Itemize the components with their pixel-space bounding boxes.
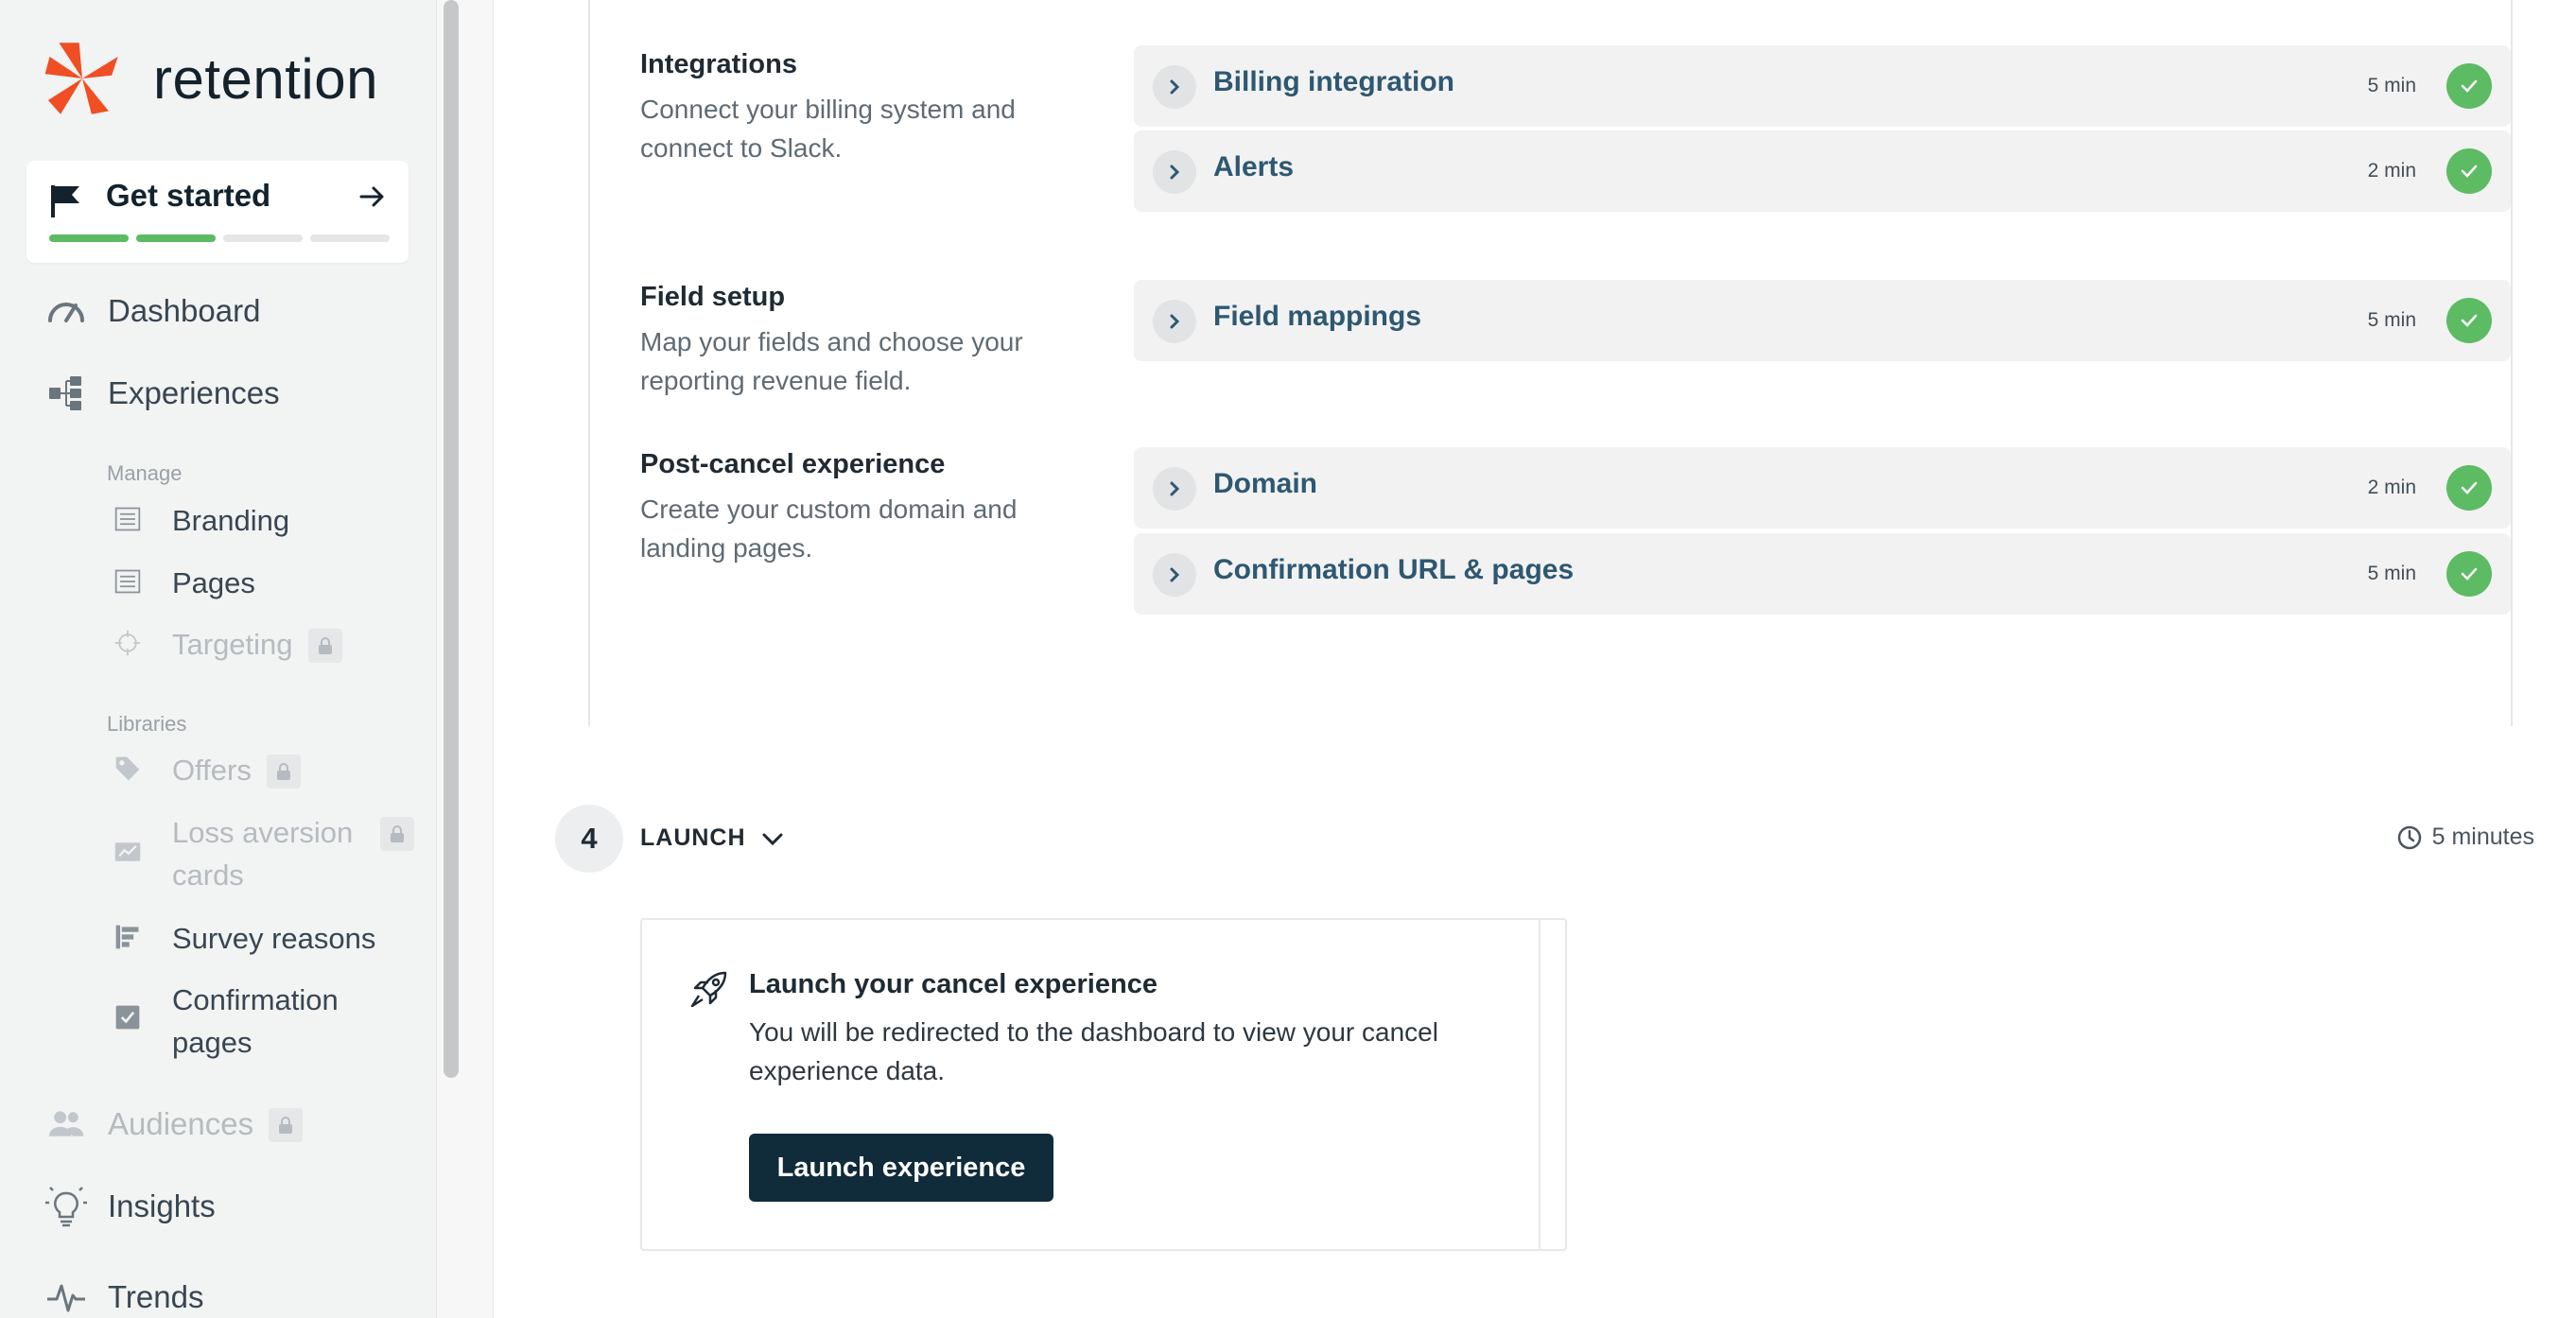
timeline-line <box>588 0 590 726</box>
sidebar-item-loss-aversion-label: Loss aversion cards <box>172 816 354 892</box>
task-label: Domain <box>1213 468 1318 499</box>
group-desc-field-setup: Map your fields and choose your reporting revenue field. <box>640 327 1023 395</box>
group-title-field-setup: Field setup <box>640 282 786 312</box>
sidebar-item-loss-aversion-cards <box>112 811 414 896</box>
sidebar-scrollbar-thumb[interactable] <box>444 0 459 1078</box>
sidebar-item-targeting-label: Targeting <box>172 628 293 661</box>
checkbox-doc-icon <box>112 1001 144 1033</box>
document-icon <box>112 565 144 598</box>
progress-segment-1 <box>49 234 129 242</box>
step-number-badge: 4 <box>555 805 623 873</box>
chevron-right-icon[interactable] <box>1153 65 1196 109</box>
get-started-progress <box>49 234 390 242</box>
sidebar-item-survey-reasons[interactable] <box>112 917 375 960</box>
task-field-mappings[interactable] <box>1134 280 2511 361</box>
step-duration-label: 5 minutes <box>2431 824 2534 850</box>
get-started-label: Get started <box>106 178 271 213</box>
task-label: Confirmation URL & pages <box>1213 554 1575 585</box>
content-divider <box>2511 0 2513 726</box>
step-duration <box>2396 824 2534 851</box>
group-title-integrations: Integrations <box>640 49 797 79</box>
lock-icon <box>267 754 301 789</box>
launch-card-title: Launch your cancel experience <box>749 969 1157 999</box>
chevron-right-icon[interactable] <box>1153 150 1196 194</box>
group-title-post-cancel: Post-cancel experience <box>640 449 946 479</box>
crosshair-icon <box>112 627 144 659</box>
progress-segment-3 <box>223 234 303 242</box>
nav-experiences-label: Experiences <box>108 375 280 410</box>
lock-icon <box>269 1108 303 1142</box>
manage-section-label: Manage <box>107 461 183 485</box>
step-launch-toggle[interactable] <box>640 824 786 852</box>
check-icon <box>2446 551 2492 597</box>
task-time: 2 min <box>2367 160 2416 182</box>
check-icon <box>2446 148 2492 194</box>
hierarchy-icon <box>45 373 87 414</box>
arrow-right-icon <box>357 182 388 212</box>
sidebar-item-confirmation-pages-label: Confirmation pages <box>172 983 339 1059</box>
task-time: 5 min <box>2367 75 2416 96</box>
clock-icon <box>2396 824 2423 851</box>
task-domain[interactable] <box>1134 447 2511 529</box>
retention-logo-icon <box>44 40 121 117</box>
get-started-card[interactable] <box>26 161 409 263</box>
group-desc-post-cancel: Create your custom domain and landing pages. <box>640 494 1018 563</box>
task-label: Billing integration <box>1213 66 1454 97</box>
nav-trends[interactable] <box>45 1276 203 1318</box>
task-label: Alerts <box>1213 151 1295 182</box>
check-icon <box>2446 465 2492 511</box>
app-name: retention <box>153 46 378 111</box>
group-desc-integrations: Connect your billing system and connect to Slack. <box>640 95 1016 163</box>
chart-card-icon <box>112 836 144 868</box>
task-time: 5 min <box>2367 309 2416 331</box>
sidebar-item-pages-label: Pages <box>172 566 255 599</box>
task-label: Field mappings <box>1213 301 1422 332</box>
lightbulb-icon <box>45 1186 87 1227</box>
users-icon <box>45 1103 87 1145</box>
nav-trends-label: Trends <box>108 1279 204 1314</box>
check-icon <box>2446 298 2492 343</box>
rocket-icon <box>688 967 731 1011</box>
tag-icon <box>112 753 144 785</box>
libraries-section-label: Libraries <box>107 712 187 736</box>
step-launch-title: LAUNCH <box>640 824 746 851</box>
nav-dashboard[interactable] <box>45 290 260 332</box>
sidebar-item-offers-label: Offers <box>172 754 252 787</box>
task-time: 5 min <box>2367 563 2416 584</box>
bar-list-icon <box>112 921 144 953</box>
nav-experiences[interactable] <box>45 373 280 414</box>
chevron-down-icon <box>759 825 786 852</box>
flag-icon <box>47 182 85 219</box>
chevron-right-icon[interactable] <box>1153 553 1196 597</box>
gauge-icon <box>45 290 87 332</box>
chevron-right-icon[interactable] <box>1153 300 1196 343</box>
lock-icon <box>380 817 414 851</box>
sidebar-item-branding-label: Branding <box>172 504 290 537</box>
sidebar-item-offers <box>112 749 301 791</box>
task-alerts[interactable] <box>1134 130 2511 212</box>
sidebar-item-survey-reasons-label: Survey reasons <box>172 922 376 955</box>
pulse-icon <box>45 1276 87 1318</box>
sidebar-item-targeting <box>112 623 342 666</box>
launch-card-description: You will be redirected to the dashboard to view your cancel experience data. <box>749 1017 1438 1085</box>
sidebar-item-pages[interactable] <box>112 562 255 604</box>
document-icon <box>112 503 144 535</box>
chevron-right-icon[interactable] <box>1153 467 1196 511</box>
progress-segment-2 <box>136 234 216 242</box>
check-icon <box>2446 63 2492 109</box>
launch-experience-button[interactable]: Launch experience <box>749 1134 1053 1202</box>
logo[interactable] <box>44 40 378 117</box>
launch-card <box>640 918 1567 1251</box>
lock-icon <box>308 629 342 663</box>
sidebar-item-branding[interactable] <box>112 499 289 542</box>
sidebar <box>0 0 437 1318</box>
task-billing-integration[interactable] <box>1134 45 2511 127</box>
nav-dashboard-label: Dashboard <box>108 293 261 328</box>
nav-audiences-label: Audiences <box>108 1106 254 1141</box>
nav-insights[interactable] <box>45 1186 216 1227</box>
nav-insights-label: Insights <box>108 1188 216 1223</box>
progress-segment-4 <box>310 234 390 242</box>
nav-audiences <box>45 1103 303 1145</box>
sidebar-item-confirmation-pages[interactable] <box>112 979 380 1064</box>
task-confirmation-url-pages[interactable] <box>1134 533 2511 615</box>
task-time: 2 min <box>2367 477 2416 498</box>
